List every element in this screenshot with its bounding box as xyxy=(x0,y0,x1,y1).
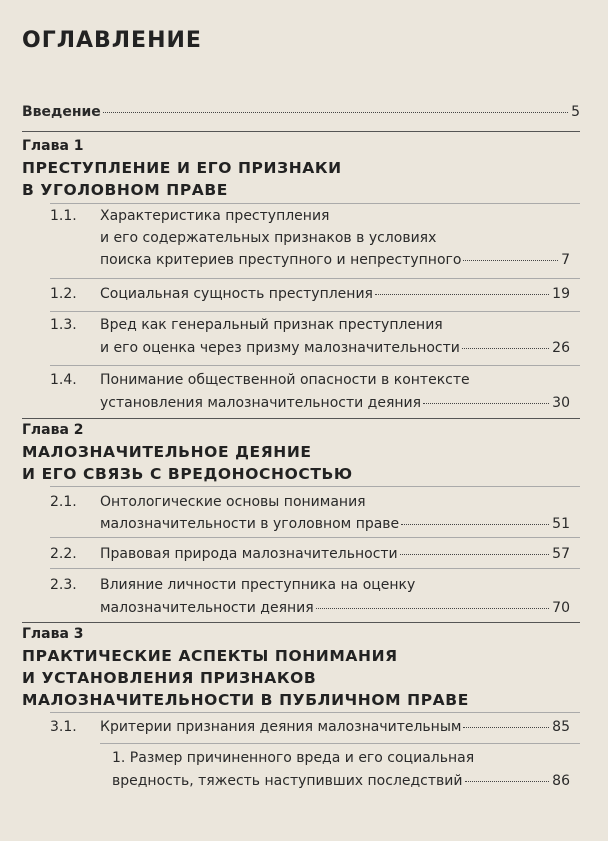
toc-entry-3-1-1[interactable] xyxy=(112,773,570,789)
section-page: 51 xyxy=(552,516,570,532)
divider xyxy=(100,743,580,744)
dot-leader xyxy=(400,554,550,555)
dot-leader xyxy=(465,781,550,782)
toc-entry-1-4[interactable] xyxy=(100,395,570,411)
divider xyxy=(50,486,580,487)
section-page: 7 xyxy=(561,252,570,268)
toc-entry-1-2[interactable] xyxy=(100,286,570,302)
page-title: ОГЛАВЛЕНИЕ xyxy=(22,28,202,53)
divider xyxy=(22,622,580,623)
chapter-title-line: МАЛОЗНАЧИТЕЛЬНОЕ ДЕЯНИЕ xyxy=(22,443,312,461)
divider xyxy=(50,568,580,569)
subsection-line[interactable]: 1. Размер причиненного вреда и его социальная xyxy=(112,750,475,766)
section-line[interactable]: Характеристика преступления xyxy=(100,208,330,224)
subsection-line: вредность, тяжесть наступивших последствий xyxy=(112,773,463,789)
section-page: 70 xyxy=(552,600,570,616)
dot-leader xyxy=(316,608,549,609)
dot-leader xyxy=(401,524,549,525)
section-page: 85 xyxy=(552,719,570,735)
section-page: 30 xyxy=(552,395,570,411)
section-number: 2.2. xyxy=(50,546,77,562)
section-line: Критерии признания деяния малозначительным xyxy=(100,719,462,735)
chapter-1-label: Глава 1 xyxy=(22,138,84,154)
section-line[interactable]: Вред как генеральный признак преступления xyxy=(100,317,443,333)
chapter-1-title[interactable] xyxy=(22,157,342,201)
divider xyxy=(50,311,580,312)
section-line: поиска критериев преступного и непреступного xyxy=(100,252,462,268)
chapter-title-line: МАЛОЗНАЧИТЕЛЬНОСТИ В ПУБЛИЧНОМ ПРАВЕ xyxy=(22,691,469,709)
section-line: Социальная сущность преступления xyxy=(100,286,373,302)
section-number: 1.1. xyxy=(50,208,77,224)
section-number: 1.2. xyxy=(50,286,77,302)
chapter-title-line: В УГОЛОВНОМ ПРАВЕ xyxy=(22,181,228,199)
divider xyxy=(50,203,580,204)
section-number: 1.3. xyxy=(50,317,77,333)
section-page: 57 xyxy=(552,546,570,562)
section-page: 19 xyxy=(552,286,570,302)
section-number: 2.1. xyxy=(50,494,77,510)
toc-entry-1-1[interactable] xyxy=(100,252,570,268)
toc-entry-intro[interactable] xyxy=(22,104,580,120)
chapter-title-line: И УСТАНОВЛЕНИЯ ПРИЗНАКОВ xyxy=(22,669,317,687)
dot-leader xyxy=(375,294,549,295)
toc-entry-2-3[interactable] xyxy=(100,600,570,616)
section-line[interactable]: Влияние личности преступника на оценку xyxy=(100,577,416,593)
section-number: 1.4. xyxy=(50,372,77,388)
dot-leader xyxy=(463,260,558,261)
section-line: Правовая природа малозначительности xyxy=(100,546,398,562)
dot-leader xyxy=(423,403,549,404)
chapter-title-line: ПРЕСТУПЛЕНИЕ И ЕГО ПРИЗНАКИ xyxy=(22,159,342,177)
section-line[interactable]: Онтологические основы понимания xyxy=(100,494,366,510)
chapter-title-line: И ЕГО СВЯЗЬ С ВРЕДОНОСНОСТЬЮ xyxy=(22,465,353,483)
divider xyxy=(22,131,580,132)
section-line[interactable]: и его содержательных признаков в условиях xyxy=(100,230,437,246)
intro-label: Введение xyxy=(22,104,101,120)
intro-page: 5 xyxy=(571,104,580,120)
chapter-2-title[interactable] xyxy=(22,441,353,485)
divider xyxy=(50,278,580,279)
divider xyxy=(50,365,580,366)
toc-entry-1-3[interactable] xyxy=(100,340,570,356)
toc-entry-2-1[interactable] xyxy=(100,516,570,532)
chapter-3-label: Глава 3 xyxy=(22,626,84,642)
section-line[interactable]: Понимание общественной опасности в контексте xyxy=(100,372,470,388)
divider xyxy=(50,537,580,538)
divider xyxy=(50,712,580,713)
section-line: и его оценка через призму малозначительности xyxy=(100,340,460,356)
toc-entry-2-2[interactable] xyxy=(100,546,570,562)
chapter-3-title[interactable] xyxy=(22,645,469,711)
dot-leader xyxy=(463,727,549,728)
section-number: 2.3. xyxy=(50,577,77,593)
chapter-title-line: ПРАКТИЧЕСКИЕ АСПЕКТЫ ПОНИМАНИЯ xyxy=(22,647,398,665)
dot-leader xyxy=(103,112,568,113)
dot-leader xyxy=(462,348,549,349)
divider xyxy=(22,418,580,419)
section-line: малозначительности в уголовном праве xyxy=(100,516,400,532)
section-page: 26 xyxy=(552,340,570,356)
toc-entry-3-1[interactable] xyxy=(100,719,570,735)
subsection-page: 86 xyxy=(552,773,570,789)
section-line: установления малозначительности деяния xyxy=(100,395,422,411)
chapter-2-label: Глава 2 xyxy=(22,422,84,438)
section-number: 3.1. xyxy=(50,719,77,735)
section-line: малозначительности деяния xyxy=(100,600,314,616)
